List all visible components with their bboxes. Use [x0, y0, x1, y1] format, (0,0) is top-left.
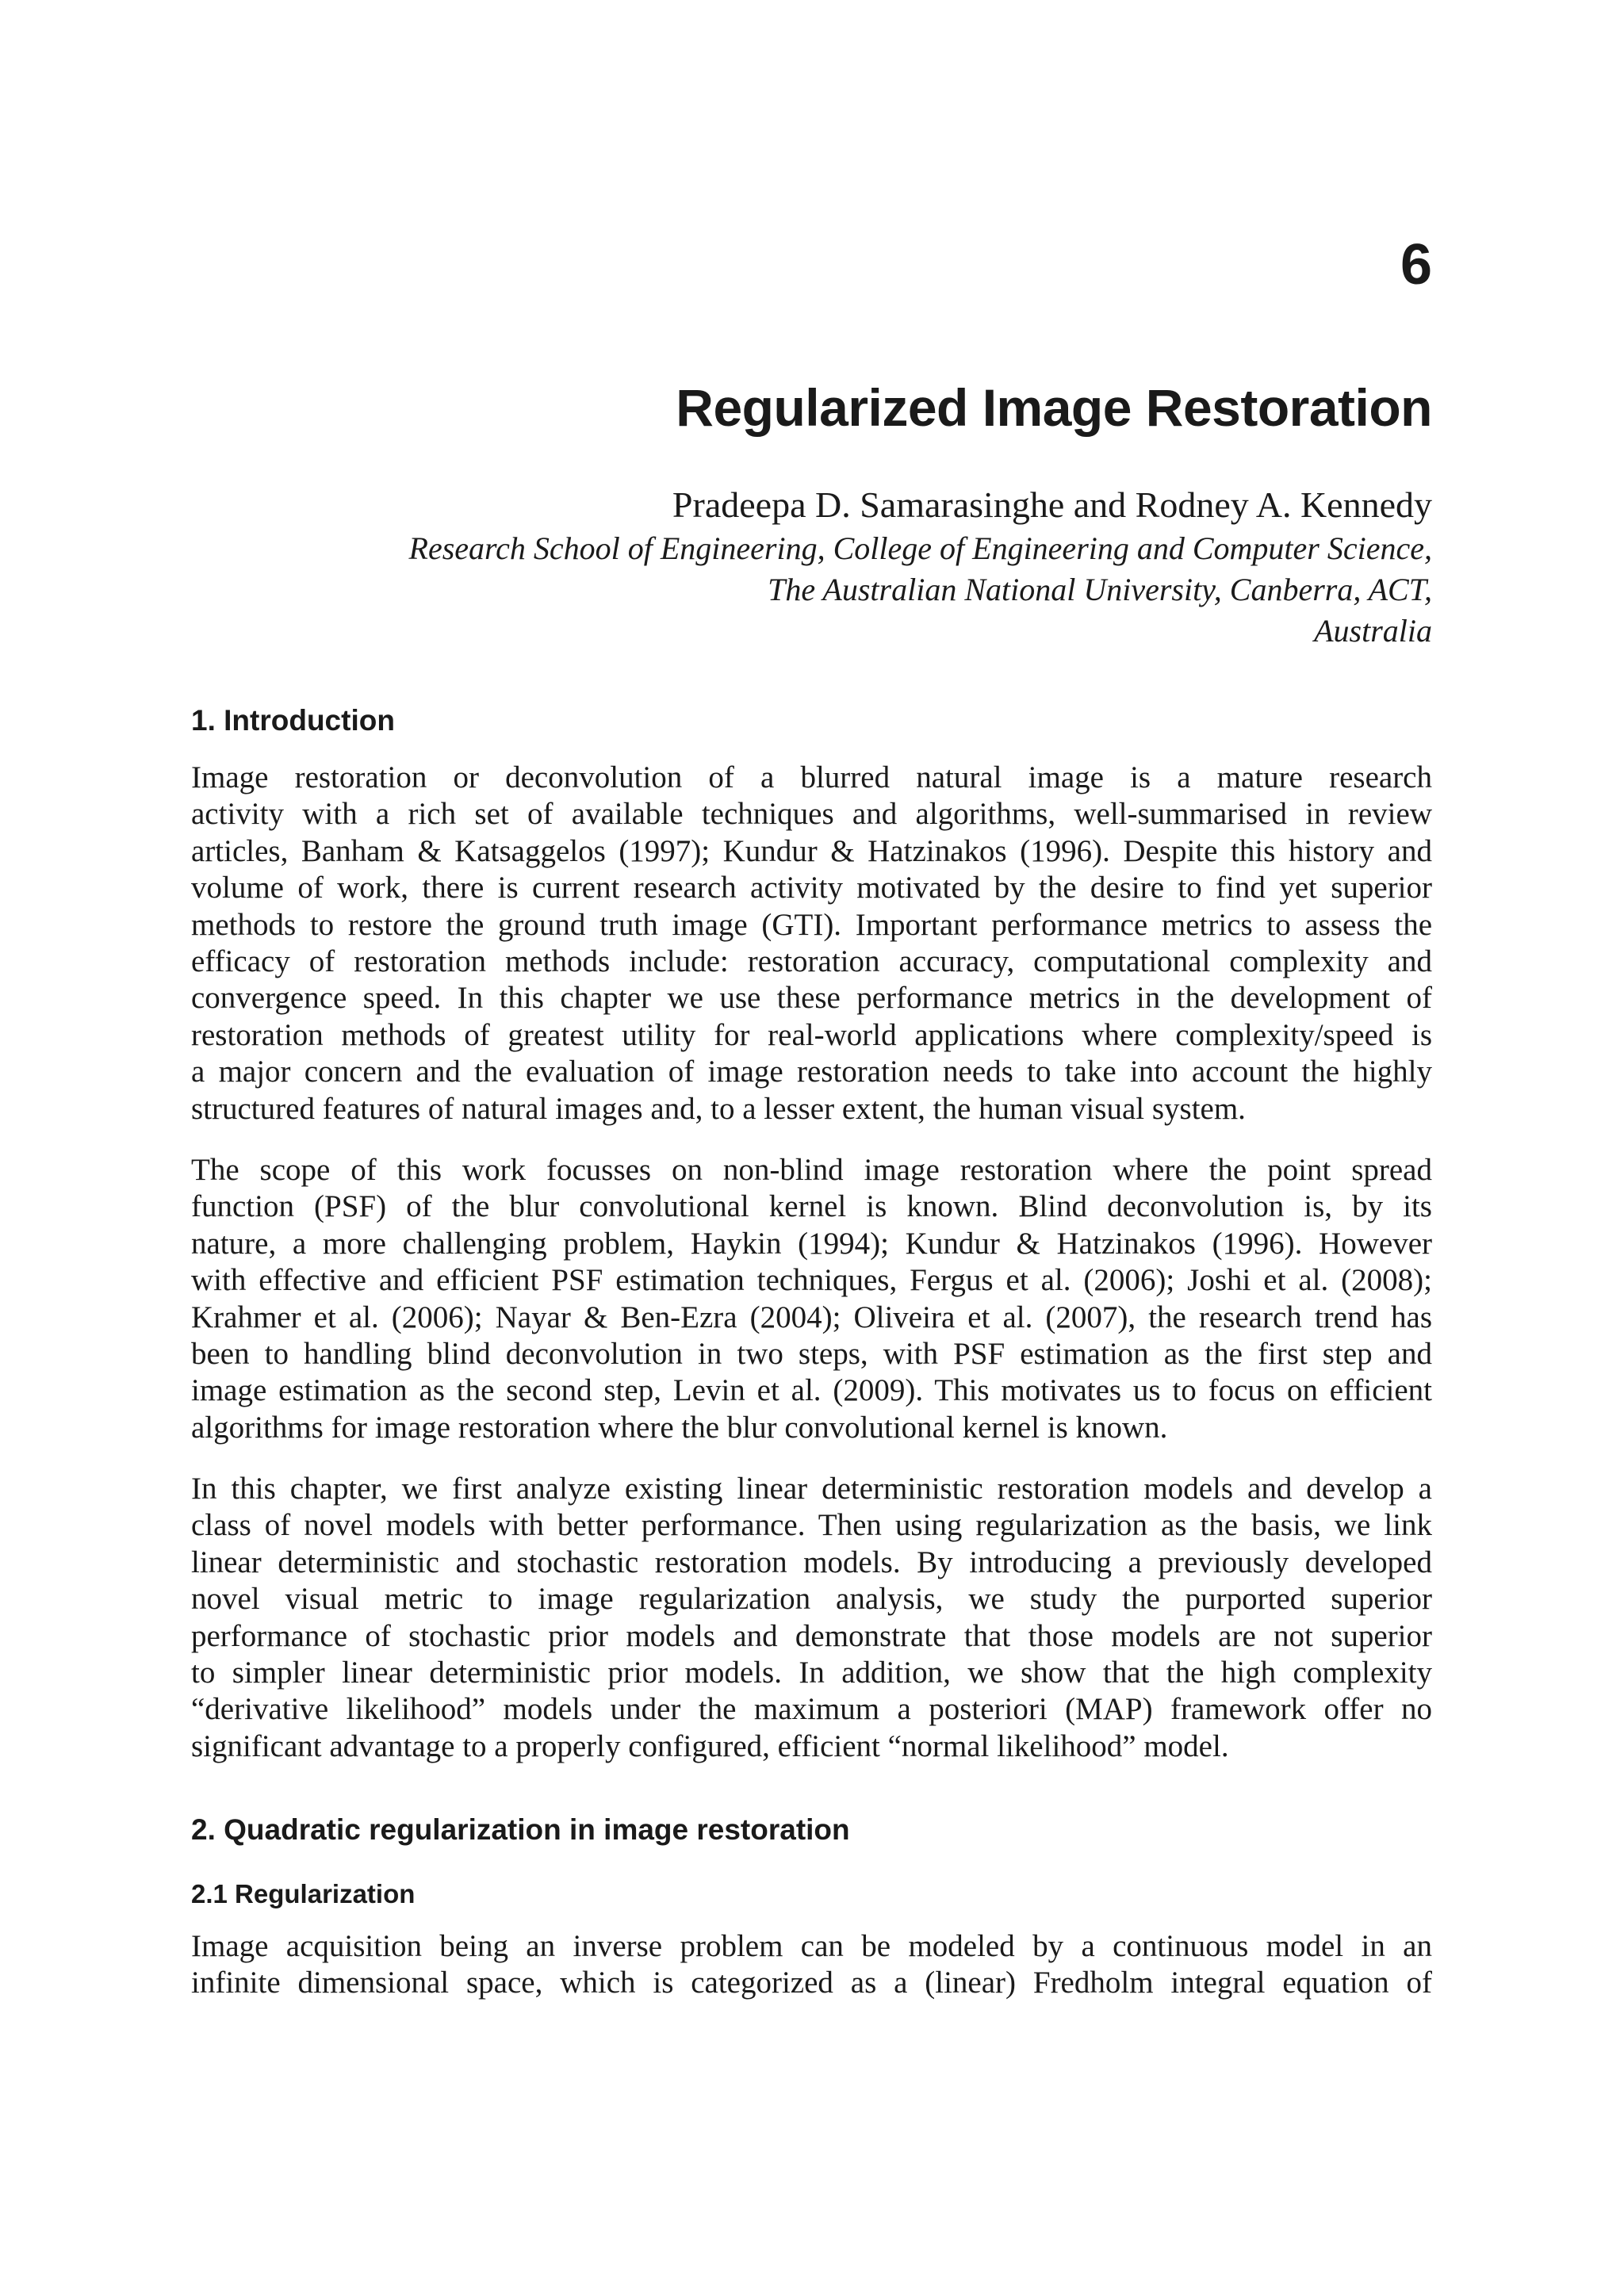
- section-heading-introduction: 1. Introduction: [191, 704, 395, 737]
- intro-paragraph-2: [191, 1152, 1432, 1446]
- text-line: methods to restore the ground truth image (GTI). Important performance metrics to assess the: [191, 907, 1432, 942]
- text-line: linear deterministic and stochastic restoration models. By introducing a previously developed: [191, 1545, 1432, 1579]
- text-line: Image acquisition being an inverse problem can be modeled by a continuous model in an: [191, 1929, 1432, 1963]
- affiliation-line: The Australian National University, Canberra, ACT,: [768, 572, 1432, 607]
- text-line: efficacy of restoration methods include: restoration accuracy, computational complexity and: [191, 944, 1432, 979]
- text-line: activity with a rich set of available techniques and algorithms, well-summarised in review: [191, 797, 1432, 832]
- subsection-heading-regularization: 2.1 Regularization: [191, 1879, 416, 1908]
- chapter-number: 6: [1400, 233, 1432, 297]
- affiliation-line: Australia: [1314, 613, 1432, 649]
- authors: Pradeepa D. Samarasinghe and Rodney A. Kennedy: [672, 484, 1432, 525]
- text-line: to simpler linear deterministic prior models. In addition, we show that the high complexity: [191, 1656, 1432, 1690]
- text-line: nature, a more challenging problem, Haykin (1994); Kundur & Hatzinakos (1996). However: [191, 1226, 1432, 1261]
- text-line: “derivative likelihood” models under the maximum a posteriori (MAP) framework offer no: [191, 1692, 1432, 1727]
- text-line: articles, Banham & Katsaggelos (1997); Kundur & Hatzinakos (1996). Despite this history and: [191, 833, 1432, 868]
- text-line: structured features of natural images and, to a lesser extent, the human visual system.: [191, 1091, 1246, 1126]
- text-line: class of novel models with better performance. Then using regularization as the basis, we link: [191, 1508, 1432, 1543]
- text-line: performance of stochastic prior models and demonstrate that those models are not superior: [191, 1618, 1432, 1653]
- text-line: In this chapter, we first analyze existing linear deterministic restoration models and develop a: [191, 1472, 1432, 1506]
- text-line: with effective and efficient PSF estimation techniques, Fergus et al. (2006); Joshi et al. (2008);: [191, 1263, 1432, 1298]
- text-line: function (PSF) of the blur convolutional kernel is known. Blind deconvolution is, by its: [191, 1189, 1432, 1224]
- text-line: significant advantage to a properly configured, efficient “normal likelihood” model.: [191, 1728, 1229, 1763]
- text-line: algorithms for image restoration where the blur convolutional kernel is known.: [191, 1410, 1168, 1445]
- text-line: infinite dimensional space, which is categorized as a (linear) Fredholm integral equation of: [191, 1966, 1432, 2000]
- text-line: volume of work, there is current research activity motivated by the desire to find yet superior: [191, 871, 1432, 905]
- text-line: image estimation as the second step, Levin et al. (2009). This motivates us to focus on efficient: [191, 1373, 1432, 1408]
- intro-paragraph-3: [191, 1471, 1432, 1765]
- intro-paragraph-1: [191, 760, 1432, 1127]
- affiliation: [409, 528, 1432, 652]
- text-line: a major concern and the evaluation of image restoration needs to take into account the highly: [191, 1055, 1432, 1089]
- text-line: Krahmer et al. (2006); Nayar & Ben-Ezra (2004); Oliveira et al. (2007), the research trend has: [191, 1300, 1432, 1334]
- text-line: convergence speed. In this chapter we use these performance metrics in the development of: [191, 981, 1432, 1016]
- text-line: novel visual metric to image regularization analysis, we study the purported superior: [191, 1582, 1432, 1617]
- text-line: restoration methods of greatest utility for real-world applications where complexity/speed is: [191, 1017, 1432, 1052]
- chapter-title: Regularized Image Restoration: [676, 378, 1432, 437]
- text-line: The scope of this work focusses on non-blind image restoration where the point spread: [191, 1153, 1432, 1187]
- regularization-paragraph: [191, 1928, 1432, 2002]
- text-line: Image restoration or deconvolution of a blurred natural image is a mature research: [191, 760, 1432, 794]
- affiliation-line: Research School of Engineering, College of Engineering and Computer Science,: [408, 530, 1432, 566]
- text-line: been to handling blind deconvolution in two steps, with PSF estimation as the first step and: [191, 1337, 1432, 1372]
- section-heading-quadratic-regularization: 2. Quadratic regularization in image restoration: [191, 1813, 850, 1846]
